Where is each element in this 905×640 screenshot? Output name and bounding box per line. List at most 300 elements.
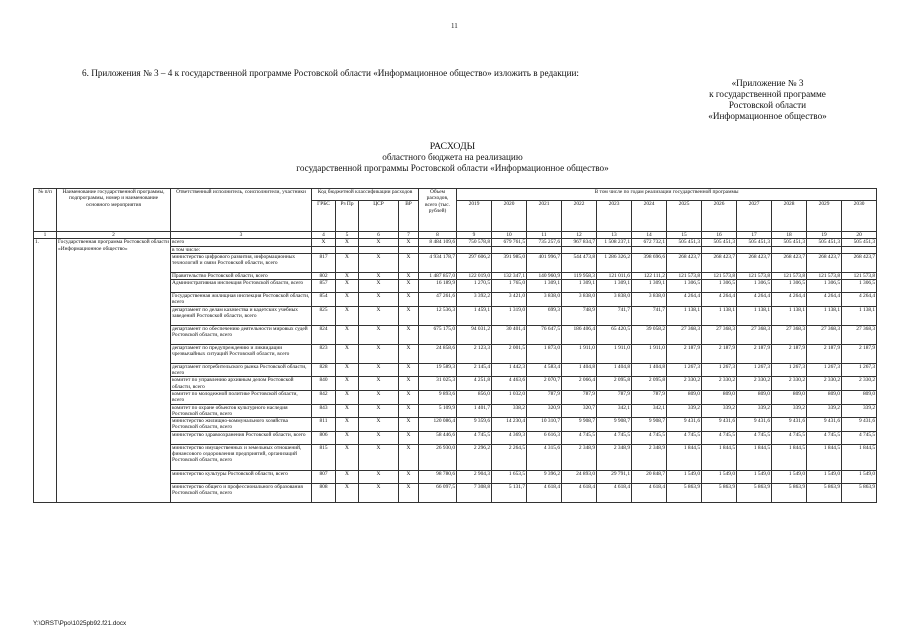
- column-number: 8: [419, 232, 457, 239]
- year-value-cell: 2 187,9: [667, 344, 702, 363]
- year-value-cell: 1 306,5: [667, 280, 702, 293]
- year-value-cell: 121 573,8: [842, 272, 877, 279]
- expenses-table: [33, 188, 877, 503]
- header-year: 2026: [702, 201, 737, 232]
- year-value-cell: 9 431,6: [842, 418, 877, 432]
- total-cell: 31 025,3: [419, 377, 457, 391]
- csr-cell: X: [359, 418, 399, 432]
- year-value-cell: 809,0: [667, 390, 702, 404]
- year-value-cell: 27 368,3: [807, 325, 842, 344]
- year-value-cell: 1 404,8: [562, 363, 597, 377]
- year-value-cell: 2 187,9: [772, 344, 807, 363]
- year-value-cell: 735 257,6: [527, 239, 562, 246]
- year-value-cell: 1 404,8: [597, 363, 632, 377]
- year-value-cell: 268 423,7: [702, 253, 737, 272]
- year-value-cell: 750 578,8: [457, 239, 492, 246]
- year-value-cell: 2 095,8: [632, 377, 667, 391]
- year-value-cell: 29 791,1: [597, 470, 632, 483]
- year-value-cell: 809,0: [807, 390, 842, 404]
- rzpr-cell: X: [336, 363, 359, 377]
- rzpr-cell: [336, 246, 359, 253]
- year-value-cell: 121 573,8: [807, 272, 842, 279]
- year-value-cell: 339,2: [737, 404, 772, 418]
- total-cell: [419, 246, 457, 253]
- column-number: 11: [527, 232, 562, 239]
- csr-cell: X: [359, 470, 399, 483]
- year-value-cell: 27 368,3: [737, 325, 772, 344]
- header-year: 2030: [842, 201, 877, 232]
- year-value-cell: 699,3: [527, 306, 562, 325]
- year-value-cell: 1 653,5: [492, 470, 527, 483]
- year-value-cell: [597, 246, 632, 253]
- year-value-cell: 5 863,9: [702, 483, 737, 502]
- vr-cell: X: [399, 377, 419, 391]
- column-number: 14: [632, 232, 667, 239]
- year-value-cell: 2 296,2: [457, 444, 492, 470]
- csr-cell: X: [359, 239, 399, 246]
- column-number-row: [34, 232, 877, 239]
- year-value-cell: 9 431,6: [667, 418, 702, 432]
- vr-cell: X: [399, 390, 419, 404]
- grbs-cell: 815: [312, 444, 336, 470]
- total-cell: 9 893,6: [419, 390, 457, 404]
- year-value-cell: 5 131,7: [492, 483, 527, 502]
- header-budget-code: Код бюджетной классификации расходов: [312, 189, 419, 201]
- year-value-cell: 4 264,4: [702, 293, 737, 307]
- year-value-cell: 27 368,3: [702, 325, 737, 344]
- year-value-cell: 1 138,1: [842, 306, 877, 325]
- executor-cell: министерство общего и профессионального образования Ростовской области, всего: [171, 483, 312, 502]
- year-value-cell: 1 319,0: [492, 306, 527, 325]
- rzpr-cell: X: [336, 253, 359, 272]
- year-value-cell: 342,1: [632, 404, 667, 418]
- year-value-cell: 1 549,0: [737, 470, 772, 483]
- year-value-cell: 1 138,1: [737, 306, 772, 325]
- year-value-cell: 9 431,6: [772, 418, 807, 432]
- year-value-cell: 121 573,8: [772, 272, 807, 279]
- year-value-cell: 39 058,2: [632, 325, 667, 344]
- rzpr-cell: X: [336, 306, 359, 325]
- year-value-cell: 4 745,5: [737, 431, 772, 444]
- year-value-cell: 320,9: [527, 404, 562, 418]
- total-cell: 24 858,6: [419, 344, 457, 363]
- year-value-cell: 339,2: [667, 404, 702, 418]
- year-value-cell: 1 267,3: [772, 363, 807, 377]
- grbs-cell: [312, 246, 336, 253]
- year-value-cell: 339,2: [807, 404, 842, 418]
- year-value-cell: 1 911,0: [562, 344, 597, 363]
- year-value-cell: 1 267,3: [702, 363, 737, 377]
- year-value-cell: 339,2: [842, 404, 877, 418]
- rzpr-cell: X: [336, 390, 359, 404]
- year-value-cell: [842, 246, 877, 253]
- year-value-cell: 1 138,1: [807, 306, 842, 325]
- header-year: 2019: [457, 201, 492, 232]
- grbs-cell: 854: [312, 293, 336, 307]
- header-years-group: В том числе по годам реализации государственной программы: [457, 189, 877, 201]
- year-value-cell: [737, 246, 772, 253]
- grbs-cell: 817: [312, 253, 336, 272]
- year-value-cell: 787,9: [632, 390, 667, 404]
- year-value-cell: 4 745,5: [562, 431, 597, 444]
- rzpr-cell: X: [336, 272, 359, 279]
- column-number: 9: [457, 232, 492, 239]
- year-value-cell: 186 406,4: [562, 325, 597, 344]
- executor-cell: министерство жилищно-коммунального хозяйства Ростовской области, всего: [171, 418, 312, 432]
- year-value-cell: 2 187,9: [807, 344, 842, 363]
- column-number: 13: [597, 232, 632, 239]
- year-value-cell: 1 873,0: [527, 344, 562, 363]
- year-value-cell: 1 765,0: [492, 280, 527, 293]
- header-year: 2020: [492, 201, 527, 232]
- vr-cell: X: [399, 253, 419, 272]
- year-value-cell: 1 911,0: [597, 344, 632, 363]
- year-value-cell: 505 451,3: [667, 239, 702, 246]
- csr-cell: X: [359, 280, 399, 293]
- file-path-footer: Y:\ORST\Ppo\1025pb92.f21.docx: [33, 620, 127, 627]
- total-cell: 47 261,6: [419, 293, 457, 307]
- header-vr: ВР: [399, 201, 419, 232]
- year-value-cell: 505 451,3: [772, 239, 807, 246]
- csr-cell: X: [359, 293, 399, 307]
- header-year: 2024: [632, 201, 667, 232]
- grbs-cell: 802: [312, 272, 336, 279]
- table-row: [34, 239, 877, 246]
- year-value-cell: 787,9: [597, 390, 632, 404]
- year-value-cell: 1 549,0: [807, 470, 842, 483]
- grbs-cell: 824: [312, 325, 336, 344]
- executor-cell: департамент потребительского рынка Ростовской области, всего: [171, 363, 312, 377]
- year-value-cell: 338,2: [492, 404, 527, 418]
- year-value-cell: 20 848,7: [632, 470, 667, 483]
- year-value-cell: 1 138,1: [702, 306, 737, 325]
- year-value-cell: 122 019,0: [457, 272, 492, 279]
- grbs-cell: X: [312, 239, 336, 246]
- executor-cell: в том числе:: [171, 246, 312, 253]
- year-value-cell: 3 838,0: [527, 293, 562, 307]
- year-value-cell: 672 732,1: [632, 239, 667, 246]
- year-value-cell: [772, 246, 807, 253]
- year-value-cell: 1 306,5: [842, 280, 877, 293]
- executor-cell: департамент по обеспечению деятельности мировых судей Ростовской области, всего: [171, 325, 312, 344]
- year-value-cell: 741,7: [632, 306, 667, 325]
- page-number: 11: [451, 22, 458, 30]
- header-year: 2028: [772, 201, 807, 232]
- header-year: 2023: [597, 201, 632, 232]
- column-number: 3: [171, 232, 312, 239]
- year-value-cell: 27 368,3: [842, 325, 877, 344]
- year-value-cell: 4 745,5: [632, 431, 667, 444]
- year-value-cell: 4 618,4: [597, 483, 632, 502]
- executor-cell: Правительство Ростовской области, всего: [171, 272, 312, 279]
- year-value-cell: 2 095,8: [597, 377, 632, 391]
- intro-text: 6. Приложения № 3 – 4 к государственной программе Ростовской области «Информационное общество» изложить в редакции:: [82, 68, 579, 78]
- year-value-cell: 4 583,4: [527, 363, 562, 377]
- vr-cell: X: [399, 293, 419, 307]
- year-value-cell: 748,9: [562, 306, 597, 325]
- year-value-cell: 2 264,5: [492, 444, 527, 470]
- year-value-cell: 4 369,3: [492, 431, 527, 444]
- vr-cell: X: [399, 363, 419, 377]
- year-value-cell: 1 270,5: [457, 280, 492, 293]
- grbs-cell: 808: [312, 483, 336, 502]
- rzpr-cell: X: [336, 325, 359, 344]
- year-value-cell: 76 647,5: [527, 325, 562, 344]
- column-number: 12: [562, 232, 597, 239]
- executor-cell: министерство цифрового развития, информационных технологий и связи Ростовской области, всего: [171, 253, 312, 272]
- grbs-cell: 811: [312, 418, 336, 432]
- executor-cell: департамент по делам казачества и кадетских учебных заведений Ростовской области, всего: [171, 306, 312, 325]
- year-value-cell: 2 145,4: [457, 363, 492, 377]
- header-grbs: ГРБС: [312, 201, 336, 232]
- header-num: № п/п: [34, 189, 57, 232]
- year-value-cell: 339,2: [772, 404, 807, 418]
- year-value-cell: 9 431,6: [702, 418, 737, 432]
- csr-cell: [359, 246, 399, 253]
- year-value-cell: 3 838,0: [562, 293, 597, 307]
- year-value-cell: 1 309,1: [562, 280, 597, 293]
- year-value-cell: 4 745,5: [597, 431, 632, 444]
- year-value-cell: 121 573,8: [702, 272, 737, 279]
- csr-cell: X: [359, 272, 399, 279]
- year-value-cell: 4 618,4: [527, 483, 562, 502]
- column-number: 5: [336, 232, 359, 239]
- grbs-cell: 828: [312, 363, 336, 377]
- year-value-cell: 1 306,5: [807, 280, 842, 293]
- year-value-cell: 1 032,0: [492, 390, 527, 404]
- year-value-cell: 4 264,4: [772, 293, 807, 307]
- year-value-cell: 2 187,9: [737, 344, 772, 363]
- year-value-cell: 3 838,0: [632, 293, 667, 307]
- year-value-cell: 1 404,8: [632, 363, 667, 377]
- year-value-cell: 122 111,2: [632, 272, 667, 279]
- year-value-cell: 268 423,7: [842, 253, 877, 272]
- year-value-cell: 1 306,5: [737, 280, 772, 293]
- appendix-line: «Информационное общество»: [708, 111, 827, 121]
- csr-cell: X: [359, 483, 399, 502]
- year-value-cell: 14 230,4: [492, 418, 527, 432]
- year-value-cell: 4 745,5: [807, 431, 842, 444]
- year-value-cell: 809,0: [737, 390, 772, 404]
- year-value-cell: 2 330,2: [667, 377, 702, 391]
- executor-cell: комитет по управлению архивным делом Ростовской области, всего: [171, 377, 312, 391]
- year-value-cell: 1 401,7: [457, 404, 492, 418]
- year-value-cell: 391 985,0: [492, 253, 527, 272]
- year-value-cell: 2 187,9: [702, 344, 737, 363]
- total-cell: 1 487 857,0: [419, 272, 457, 279]
- year-value-cell: [527, 246, 562, 253]
- title-line: государственной программы Ростовской области «Информационное общество»: [296, 163, 609, 173]
- column-number: 19: [807, 232, 842, 239]
- year-value-cell: 2 348,9: [632, 444, 667, 470]
- total-cell: 5 109,9: [419, 404, 457, 418]
- rzpr-cell: X: [336, 280, 359, 293]
- year-value-cell: 342,1: [597, 404, 632, 418]
- year-value-cell: 1 442,3: [492, 363, 527, 377]
- year-value-cell: 398 696,6: [632, 253, 667, 272]
- year-value-cell: [667, 246, 702, 253]
- year-value-cell: 10 310,7: [527, 418, 562, 432]
- year-value-cell: [457, 246, 492, 253]
- executor-cell: комитет по молодежной политике Ростовской области, всего: [171, 390, 312, 404]
- year-value-cell: 9 396,2: [527, 470, 562, 483]
- total-cell: 12 536,3: [419, 306, 457, 325]
- year-value-cell: 4 618,4: [562, 483, 597, 502]
- csr-cell: X: [359, 444, 399, 470]
- year-value-cell: 6 616,3: [527, 431, 562, 444]
- executor-cell: министерство здравоохранения Ростовской области, всего: [171, 431, 312, 444]
- total-cell: 66 097,5: [419, 483, 457, 502]
- column-number: 4: [312, 232, 336, 239]
- year-value-cell: 5 863,9: [667, 483, 702, 502]
- year-value-cell: 1 286 326,2: [597, 253, 632, 272]
- grbs-cell: 823: [312, 344, 336, 363]
- year-value-cell: 5 863,9: [807, 483, 842, 502]
- year-value-cell: 679 761,5: [492, 239, 527, 246]
- year-value-cell: 9 359,6: [457, 418, 492, 432]
- year-value-cell: 1 309,1: [597, 280, 632, 293]
- year-value-cell: 1 309,1: [527, 280, 562, 293]
- executor-cell: министерство культуры Ростовской области, всего: [171, 470, 312, 483]
- year-value-cell: 1 844,5: [702, 444, 737, 470]
- header-csr: ЦСР: [359, 201, 399, 232]
- column-number: 10: [492, 232, 527, 239]
- grbs-cell: 806: [312, 431, 336, 444]
- column-number: 18: [772, 232, 807, 239]
- year-value-cell: 2 348,9: [597, 444, 632, 470]
- header-rzpr: Рз Пр: [336, 201, 359, 232]
- year-value-cell: 3 392,2: [457, 293, 492, 307]
- year-value-cell: 4 745,5: [842, 431, 877, 444]
- year-value-cell: 27 368,3: [667, 325, 702, 344]
- year-value-cell: 1 844,5: [772, 444, 807, 470]
- year-value-cell: 1 844,5: [667, 444, 702, 470]
- year-value-cell: 1 911,0: [632, 344, 667, 363]
- header-name: Наименование государственной программы, подпрограммы, номер и наименование основного мероприятия: [57, 189, 171, 232]
- header-year: 2025: [667, 201, 702, 232]
- rzpr-cell: X: [336, 344, 359, 363]
- column-number: 1: [34, 232, 57, 239]
- year-value-cell: 505 451,3: [702, 239, 737, 246]
- grbs-cell: 842: [312, 390, 336, 404]
- year-value-cell: 4 315,6: [527, 444, 562, 470]
- year-value-cell: 741,7: [597, 306, 632, 325]
- year-value-cell: 809,0: [772, 390, 807, 404]
- header-year: 2021: [527, 201, 562, 232]
- year-value-cell: 2 330,2: [737, 377, 772, 391]
- csr-cell: X: [359, 431, 399, 444]
- year-value-cell: 7 308,8: [457, 483, 492, 502]
- year-value-cell: 3 838,0: [597, 293, 632, 307]
- year-value-cell: 2 001,5: [492, 344, 527, 363]
- year-value-cell: [632, 246, 667, 253]
- year-value-cell: 2 070,7: [527, 377, 562, 391]
- rzpr-cell: X: [336, 431, 359, 444]
- year-value-cell: 9 908,7: [632, 418, 667, 432]
- total-cell: 120 086,4: [419, 418, 457, 432]
- vr-cell: X: [399, 280, 419, 293]
- header-year: 2027: [737, 201, 772, 232]
- csr-cell: X: [359, 390, 399, 404]
- rzpr-cell: X: [336, 377, 359, 391]
- year-value-cell: 268 423,7: [807, 253, 842, 272]
- grbs-cell: 807: [312, 470, 336, 483]
- rzpr-cell: X: [336, 470, 359, 483]
- year-value-cell: 2 348,9: [562, 444, 597, 470]
- year-value-cell: 268 423,7: [772, 253, 807, 272]
- column-number: 20: [842, 232, 877, 239]
- year-value-cell: 809,0: [842, 390, 877, 404]
- document-title: [0, 141, 905, 174]
- executor-cell: министерство имущественных и земельных отношений, финансового оздоровления предприятий, организаций Ростовской области, всего: [171, 444, 312, 470]
- executor-cell: департамент по предупреждению и ликвидации чрезвычайных ситуаций Ростовской области, всего: [171, 344, 312, 363]
- year-value-cell: 268 423,7: [737, 253, 772, 272]
- year-value-cell: 1 309,1: [632, 280, 667, 293]
- header-year: 2022: [562, 201, 597, 232]
- year-value-cell: 5 863,9: [737, 483, 772, 502]
- year-value-cell: 30 401,4: [492, 325, 527, 344]
- header-year: 2029: [807, 201, 842, 232]
- year-value-cell: 1 267,3: [842, 363, 877, 377]
- year-value-cell: 297 606,2: [457, 253, 492, 272]
- year-value-cell: 1 549,0: [772, 470, 807, 483]
- appendix-line: «Приложение № 3: [731, 78, 804, 88]
- year-value-cell: 4 264,4: [667, 293, 702, 307]
- vr-cell: X: [399, 483, 419, 502]
- year-value-cell: 4 745,5: [702, 431, 737, 444]
- rzpr-cell: X: [336, 404, 359, 418]
- grbs-cell: 840: [312, 377, 336, 391]
- rzpr-cell: X: [336, 483, 359, 502]
- year-value-cell: 2 123,3: [457, 344, 492, 363]
- year-value-cell: 320,7: [562, 404, 597, 418]
- grbs-cell: 843: [312, 404, 336, 418]
- year-value-cell: 1 549,0: [702, 470, 737, 483]
- year-value-cell: 2 330,2: [772, 377, 807, 391]
- total-cell: 675 175,0: [419, 325, 457, 344]
- year-value-cell: 94 031,2: [457, 325, 492, 344]
- rzpr-cell: X: [336, 444, 359, 470]
- program-name: Государственная программа Ростовской области «Информационное общество»: [57, 239, 171, 502]
- grbs-cell: 825: [312, 306, 336, 325]
- csr-cell: X: [359, 363, 399, 377]
- year-value-cell: 787,9: [562, 390, 597, 404]
- year-value-cell: 121 573,8: [737, 272, 772, 279]
- csr-cell: X: [359, 344, 399, 363]
- year-value-cell: 121 573,8: [667, 272, 702, 279]
- vr-cell: X: [399, 306, 419, 325]
- vr-cell: X: [399, 418, 419, 432]
- year-value-cell: 1 844,5: [807, 444, 842, 470]
- year-value-cell: 1 267,3: [737, 363, 772, 377]
- column-number: 7: [399, 232, 419, 239]
- executor-cell: комитет по охране объектов культурного наследия Ростовской области, всего: [171, 404, 312, 418]
- executor-cell: Административная инспекция Ростовской области, всего: [171, 280, 312, 293]
- vr-cell: X: [399, 431, 419, 444]
- year-value-cell: [492, 246, 527, 253]
- year-value-cell: 2 904,3: [457, 470, 492, 483]
- year-value-cell: 4 463,6: [492, 377, 527, 391]
- year-value-cell: 1 306,5: [772, 280, 807, 293]
- total-cell: 58 446,6: [419, 431, 457, 444]
- year-value-cell: 1 549,0: [842, 470, 877, 483]
- year-value-cell: [562, 246, 597, 253]
- executor-cell: всего: [171, 239, 312, 246]
- title-line: РАСХОДЫ: [429, 141, 476, 152]
- year-value-cell: 2 066,4: [562, 377, 597, 391]
- year-value-cell: 4 264,4: [807, 293, 842, 307]
- year-value-cell: 140 960,9: [527, 272, 562, 279]
